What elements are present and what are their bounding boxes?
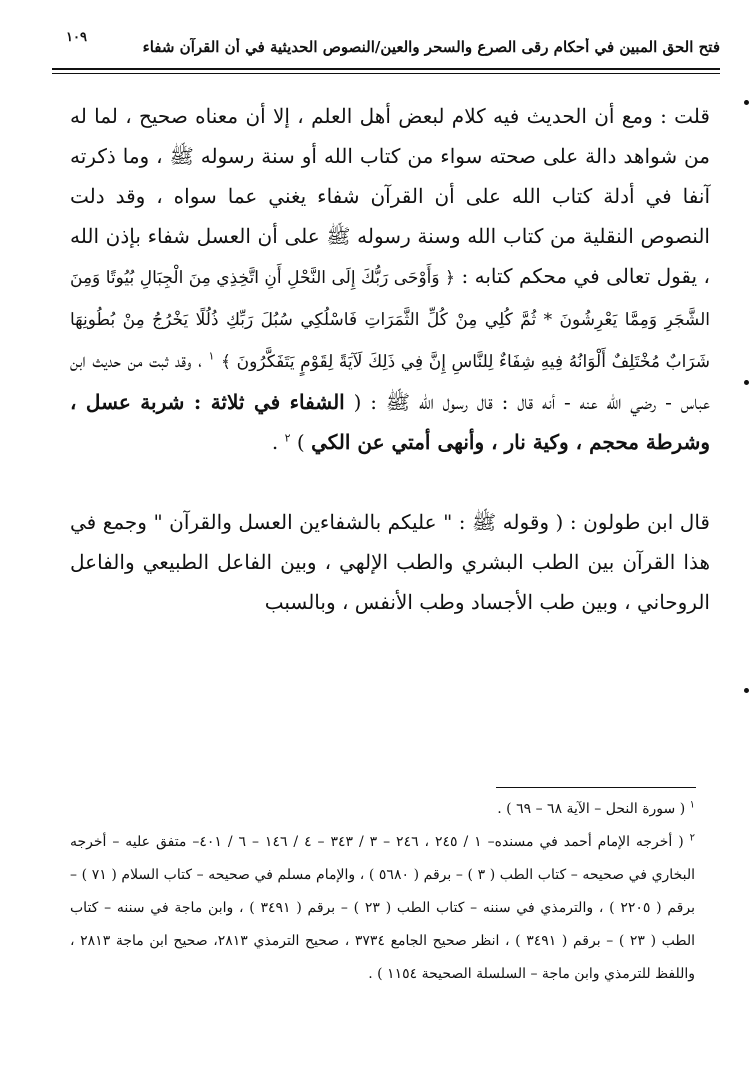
- footnote-ref-1[interactable]: ١: [208, 349, 215, 363]
- header-rule: [52, 68, 720, 70]
- margin-mark: [744, 380, 749, 385]
- hadith-text: الشفاء في ثلاثة : شربة عسل ، وشرطة محجم ، وكية نار ، وأنهى أمتي عن الكي: [70, 390, 710, 454]
- main-text: [70, 96, 710, 622]
- footnote-1: [70, 793, 695, 826]
- quran-verse: ﴿ وَأَوْحَى رَبُّكَ إِلَى النَّحْلِ أَنِ اتَّخِذِي مِنَ الْجِبَالِ بُيُوتًا وَمِنَ الشَّجَرِ وَمِمَّا يَعْرِشُونَ * ثُمَّ كُلِي مِنْ كُلِّ الثَّمَرَاتِ فَاسْلُكِي سُبُلَ رَبِّكِ ذُلُلًا يَخْرُجُ مِنْ بُطُونِهَا شَرَابٌ مُخْتَلِفٌ أَلْوَانُهُ فِيهِ شِفَاءٌ لِلنَّاسِ إِنَّ فِي ذَلِكَ لَآيَةً لِقَوْمٍ يَتَفَكَّرُونَ ﴾: [70, 268, 710, 372]
- page-number: ١٠٩: [66, 30, 87, 45]
- paragraph-1-end: .: [271, 430, 279, 454]
- paragraph-1: [70, 96, 710, 462]
- hadith-close: ): [296, 430, 305, 454]
- paragraph-1-tail: ، وقد ثبت من حديث ابن عباس - رضي الله عنه - أنه قال : قال رسول الله ﷺ : (: [70, 348, 711, 414]
- header-title: فتح الحق المبين في أحكام رقى الصرع والسحر والعين/النصوص الحديثية في أن القرآن شفاء: [142, 38, 720, 56]
- footnotes: [70, 793, 695, 991]
- footnote-1-text: ( سورة النحل – الآية ٦٨ – ٦٩ ) .: [497, 801, 686, 817]
- footnote-1-number: ١: [689, 799, 695, 811]
- running-header: [52, 24, 720, 70]
- paragraph-1-text: قلت : ومع أن الحديث فيه كلام لبعض أهل العلم ، إلا أن معناه صحيح ، لما له من شواهد دالة على صحته سواء من كتاب الله أو سنة رسوله ﷺ ، وما ذكرته آنفا في أدلة كتاب الله على أن القرآن شفاء يغني عما سواه ، وقد دلت النصوص النقلية من كتاب الله وسنة رسوله ﷺ على أن العسل شفاء بإذن الله ، يقول تعالى في محكم كتابه :: [70, 104, 711, 288]
- footnote-2: [70, 826, 695, 991]
- margin-mark: [744, 688, 749, 693]
- header-rule-thin: [52, 73, 720, 74]
- footnote-separator: [496, 787, 696, 788]
- paragraph-2: قال ابن طولون : ( وقوله ﷺ : " عليكم بالشفاءين العسل والقرآن " وجمع في هذا القرآن بين الطب البشري والطب الإلهي ، وبين الفاعل الطبيعي والفاعل الروحاني ، وبين طب الأجساد وطب الأنفس ، وبالسبب: [70, 510, 710, 614]
- footnote-ref-2[interactable]: ٢: [284, 431, 291, 445]
- footnote-2-text: ( أخرجه الإمام أحمد في مسنده– ١ / ٢٤٥ ، ٢٤٦ – ٣ / ٣٤٣ – ٤ / ١٤٦ – ٦ / ٤٠١– متفق عليه – أخرجه البخاري في صحيحه – كتاب الطب ( ٣ ) – برقم ( ٥٦٨٠ ) ، والإمام مسلم في صحيحه – كتاب السلام ( ٧١ ) – برقم ( ٢٢٠٥ ) ، والترمذي في سننه – كتاب الطب ( ٢٣ ) – برقم ( ٣٤٩١ ) ، وابن ماجة في سننه – كتاب الطب ( ٢٣ ) – برقم ( ٣٤٩١ ) ، انظر صحيح الجامع ٣٧٣٤ ، صحيح الترمذي ٢٨١٣، صحيح ابن ماجة ٢٨١٣ ، واللفظ للترمذي وابن ماجة – السلسلة الصحيحة ١١٥٤ ) .: [70, 834, 696, 982]
- margin-mark: [744, 100, 749, 105]
- footnote-2-number: ٢: [689, 832, 696, 844]
